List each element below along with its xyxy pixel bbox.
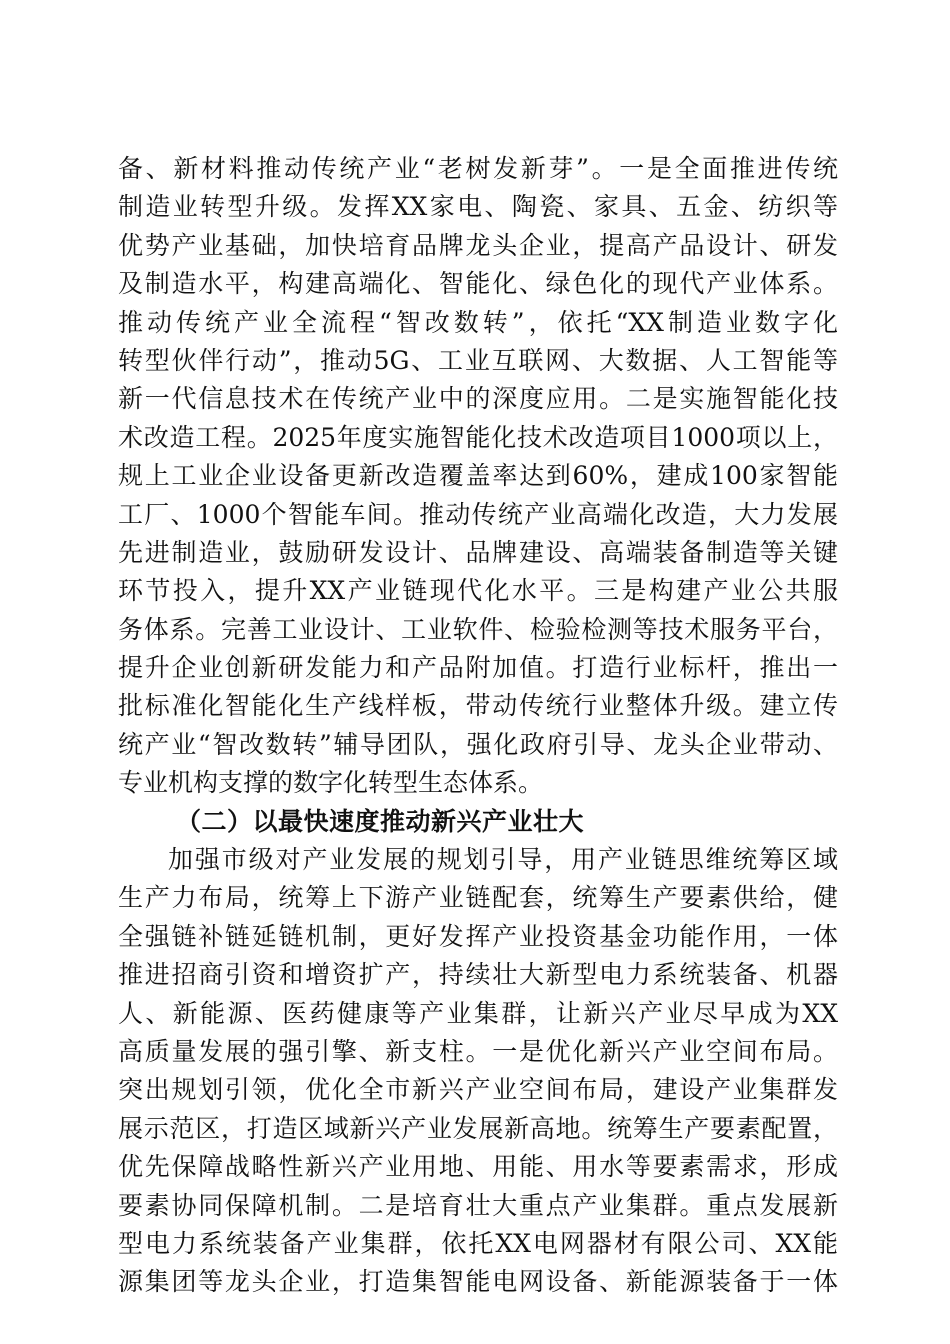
paragraph-traditional-industry [118,150,838,803]
text-line: 专业机构支撑的数字化转型生态体系。 [118,768,544,798]
text-line: 术改造工程。2025年度实施智能化技术改造项目1000项以上， [118,422,838,452]
text-line: 先进制造业，鼓励研发设计、品牌建设、高端装备制造等关键 [118,537,838,567]
text-line: 优先保障战略性新兴产业用地、用能、用水等要素需求，形成 [118,1152,838,1182]
text-line: 备、新材料推动传统产业“老树发新芽”。一是全面推进传统 [118,154,838,183]
section-heading-text: （二）以最快速度推动新兴产业壮大 [176,806,585,836]
text-line: 工厂、1000个智能车间。推动传统产业高端化改造，大力发展 [118,499,838,529]
text-line: 推进招商引资和增资扩产，持续壮大新型电力系统装备、机器 [118,960,838,990]
text-line: 环节投入，提升XX产业链现代化水平。三是构建产业公共服 [118,576,838,606]
section-heading [118,803,838,841]
text-line: 提升企业创新研发能力和产品附加值。打造行业标杆，推出一 [118,653,838,683]
text-line: 全强链补链延链机制，更好发挥产业投资基金功能作用，一体 [118,921,838,951]
text-line: 批标准化智能化生产线样板，带动传统行业整体升级。建立传 [118,691,838,721]
text-line: 人、新能源、医药健康等产业集群，让新兴产业尽早成为XX [118,998,838,1028]
text-line: 高质量发展的强引擎、新支柱。一是优化新兴产业空间布局。 [118,1036,838,1066]
text-line: 优势产业基础，加快培育品牌龙头企业，提高产品设计、研发 [118,230,838,260]
text-line: 源集团等龙头企业，打造集智能电网设备、新能源装备于一体 [118,1267,838,1297]
text-line: 制造业转型升级。发挥XX家电、陶瓷、家具、五金、纺织等 [118,192,838,222]
text-line: 生产力布局，统筹上下游产业链配套，统筹生产要素供给，健 [118,883,838,913]
text-line: 要素协同保障机制。二是培育壮大重点产业集群。重点发展新 [118,1190,838,1220]
text-line: 规上工业企业设备更新改造覆盖率达到60%，建成100家智能 [118,461,838,491]
document-body [118,150,838,1302]
text-line: 突出规划引领，优化全市新兴产业空间布局，建设产业集群发 [118,1075,838,1105]
text-line: 转型伙伴行动”，推动5G、工业互联网、大数据、人工智能等 [118,345,838,375]
text-line: 加强市级对产业发展的规划引导，用产业链思维统筹区域 [168,845,838,875]
text-line: 推动传统产业全流程“智改数转”，依托“XX制造业数字化 [118,307,838,337]
text-line: 展示范区，打造区域新兴产业发展新高地。统筹生产要素配置， [118,1113,838,1143]
text-line: 务体系。完善工业设计、工业软件、检验检测等技术服务平台， [118,614,838,644]
text-line: 统产业“智改数转”辅导团队，强化政府引导、龙头企业带动、 [118,729,838,759]
text-line: 及制造水平，构建高端化、智能化、绿色化的现代产业体系。 [118,269,838,299]
paragraph-emerging-industry [118,841,838,1302]
text-line: 新一代信息技术在传统产业中的深度应用。二是实施智能化技 [118,384,838,414]
text-line: 型电力系统装备产业集群，依托XX电网器材有限公司、XX能 [118,1228,838,1258]
